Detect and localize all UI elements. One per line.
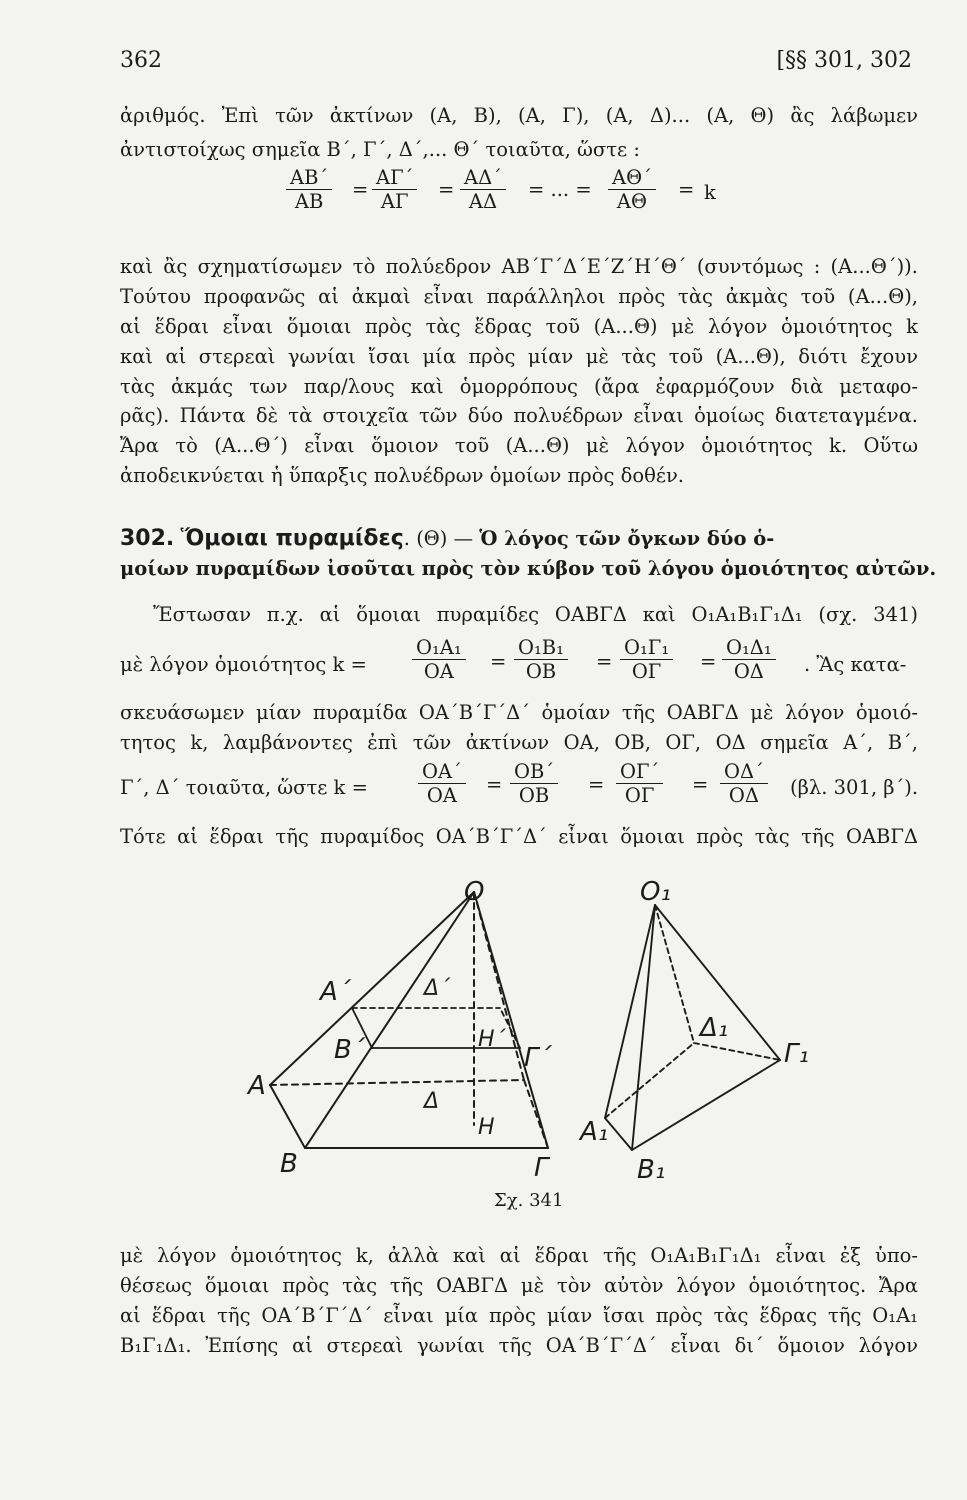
label-O1: O₁ — [640, 877, 671, 907]
label-D-prime: Δ΄ — [424, 976, 451, 1001]
prime-fraction: $\frac{OB΄}{OB}$ — [510, 760, 558, 807]
paragraph-line: Τούτου προφανῶς αἱ ἀκμαὶ εἶναι παράλληλοι πρὸς τὰς ἀκμὰς τοῦ (Α...Θ), — [120, 285, 918, 308]
figure-caption: Σχ. 341 — [494, 1190, 564, 1211]
paragraph-line: μὲ λόγον ὁμοιότητος k = — [120, 653, 367, 676]
prime-fraction: $\frac{OA΄}{OA}$ — [418, 760, 466, 807]
label-O: O — [464, 877, 485, 907]
paragraph-line: Τότε αἱ ἕδραι τῆς πυραμίδος ΟΑ΄Β΄Γ΄Δ΄ εἶναι ὅμοιαι πρὸς τὰς τῆς ΟΑΒΓΔ — [120, 825, 918, 848]
page-number: 362 — [120, 48, 162, 73]
label-B: B — [280, 1149, 298, 1179]
paragraph-line: τητος k, λαμβάνοντες ἐπὶ τῶν ἀκτίνων ΟΑ, ΟΒ, ΟΓ, ΟΔ σημεῖα Α΄, Β΄, — [120, 731, 918, 754]
label-A: A — [248, 1071, 266, 1101]
paragraph-line: ἀριθμός. Ἐπὶ τῶν ἀκτίνων (Α, Β), (Α, Γ), (Α, Δ)... (Α, Θ) ἂς λάβωμεν — [120, 104, 918, 127]
paragraph-line: . Ἂς κατα- — [804, 653, 907, 676]
label-A-prime: A΄ — [320, 977, 351, 1007]
equals-sign: = — [678, 178, 695, 201]
equals-sign: = — [692, 773, 709, 796]
paragraph-line: ἀντιστοίχως σημεῖα Β΄, Γ΄, Δ΄,... Θ΄ τοιαῦτα, ὥστε : — [120, 138, 640, 161]
theorem-text: Ὁ λόγος τῶν ὄγκων δύο ὁ- — [479, 527, 775, 550]
ratio-fraction: $\frac{A\Theta΄}{A\Theta}$ — [608, 166, 656, 213]
label-H-prime: H΄ — [478, 1027, 506, 1052]
equals-sign: = — [438, 178, 455, 201]
label-G1: Γ₁ — [784, 1039, 809, 1069]
similarity-fraction: $\frac{\text{Ο₁Δ₁}}{O\Delta}$ — [722, 636, 776, 683]
paragraph-line: ἀποδεικνύεται ἡ ὕπαρξις πολυέδρων ὁμοίων πρὸς δοθέν. — [120, 464, 684, 487]
similarity-fraction: $\frac{\text{Ο₁Β₁}}{OB}$ — [514, 636, 568, 683]
paragraph-line: καὶ αἱ στερεαὶ γωνίαι ἴσαι μία πρὸς μίαν μὲ τὰς τοῦ (Α...Θ), διότι ἔχουν — [120, 345, 918, 368]
ratio-fraction: $\frac{A\Delta΄}{A\Delta}$ — [460, 166, 506, 213]
paragraph-line: τὰς ἀκμάς των παρ/λους καὶ ὁμορρόπους (ἄρα ἐφαρμόζουν διὰ μεταφο- — [120, 375, 918, 398]
paragraph-line: σκευάσωμεν μίαν πυραμίδα ΟΑ΄Β΄Γ΄Δ΄ ὁμοίαν τῆς ΟΑΒΓΔ μὲ λόγον ὁμοιό- — [120, 701, 918, 724]
equals-sign: = — [486, 773, 503, 796]
label-G: Γ — [534, 1153, 549, 1183]
paragraph-line: θέσεως ὅμοιαι πρὸς τὰς τῆς ΟΑΒΓΔ μὲ τὸν αὐτὸν λόγον ὁμοιότητος. Ἄρα — [120, 1274, 918, 1297]
equals-sign: = — [352, 178, 369, 201]
paragraph-line: αἱ ἕδραι εἶναι ὅμοιαι πρὸς τὰς ἕδρας τοῦ (Α...Θ) μὲ λόγον ὁμοιότητος k — [120, 315, 918, 338]
equals-sign: = — [490, 650, 507, 673]
label-B-prime: B΄ — [334, 1035, 365, 1065]
prime-fraction: $\frac{O\Gamma΄}{O\Gamma}$ — [616, 760, 663, 807]
ellipsis-equals: = ... = — [528, 178, 592, 201]
ratio-fraction: $\frac{A\Gamma΄}{A\Gamma}$ — [372, 166, 417, 213]
paragraph-line: αἱ ἕδραι τῆς ΟΑ΄Β΄Γ΄Δ΄ εἶναι μία πρὸς μίαν ἴσαι πρὸς τὰς ἕδρας τῆς Ο₁Α₁ — [120, 1304, 918, 1327]
label-D1: Δ₁ — [700, 1013, 729, 1043]
section-number: 302. — [120, 526, 175, 551]
paragraph-line: Γ΄, Δ΄ τοιαῦτα, ὥστε k = — [120, 776, 368, 799]
prime-fraction: $\frac{O\Delta΄}{O\Delta}$ — [720, 760, 768, 807]
label-B1: B₁ — [637, 1155, 666, 1185]
label-A1: A₁ — [580, 1117, 609, 1147]
paragraph-line: Β₁Γ₁Δ₁. Ἐπίσης αἱ στερεαὶ γωνίαι τῆς ΟΑ΄Β΄Γ΄Δ΄ εἶναι δι΄ ὅμοιον λόγον — [120, 1334, 918, 1357]
theorem-text: μοίων πυραμίδων ἰσοῦται πρὸς τὸν κύβον τοῦ λόγου ὁμοιότητος αὐτῶν. — [120, 557, 937, 580]
label-D: Δ — [424, 1089, 440, 1114]
ratio-k: k — [704, 181, 716, 204]
paragraph-line: ρᾶς). Πάντα δὲ τὰ στοιχεῖα τῶν δύο πολυέδρων εἶναι ὁμοίως διατεταγμένα. — [120, 404, 918, 427]
similarity-fraction: $\frac{\text{Ο₁Γ₁}}{O\Gamma}$ — [620, 636, 673, 683]
label-H: H — [478, 1115, 495, 1140]
section-reference: [§§ 301, 302 — [776, 48, 912, 73]
equals-sign: = — [596, 650, 613, 673]
theorem-tag: . (Θ) — — [403, 527, 480, 550]
paragraph-line: καὶ ἂς σχηματίσωμεν τὸ πολύεδρον ΑΒ΄Γ΄Δ΄Ε΄Ζ΄Η΄Θ΄ (συντόμως : (Α...Θ΄)). — [120, 255, 918, 278]
label-G-prime: Γ΄ — [524, 1043, 552, 1073]
equals-sign: = — [588, 773, 605, 796]
section-title: Ὅμοιαι πυραμίδες — [180, 526, 404, 551]
paragraph-line: Ἄρα τὸ (Α...Θ΄) εἶναι ὅμοιον τοῦ (Α...Θ) μὲ λόγον ὁμοιότητος k. Οὕτω — [120, 434, 918, 457]
paragraph-line: Ἔστωσαν π.χ. αἱ ὅμοιαι πυραμίδες ΟΑΒΓΔ καὶ Ο₁Α₁Β₁Γ₁Δ₁ (σχ. 341) — [153, 603, 918, 626]
similarity-fraction: $\frac{\text{Ο₁Α₁}}{OA}$ — [412, 636, 466, 683]
paragraph-line: μὲ λόγον ὁμοιότητος k, ἀλλὰ καὶ αἱ ἕδραι τῆς Ο₁Α₁Β₁Γ₁Δ₁ εἶναι ἐξ ὑπο- — [120, 1244, 918, 1267]
pyramid-o1a1b1g1d1 — [605, 905, 780, 1150]
reference: (βλ. 301, β΄). — [790, 776, 919, 799]
equals-sign: = — [700, 650, 717, 673]
ratio-fraction: $\frac{AB΄}{AB}$ — [286, 166, 332, 213]
